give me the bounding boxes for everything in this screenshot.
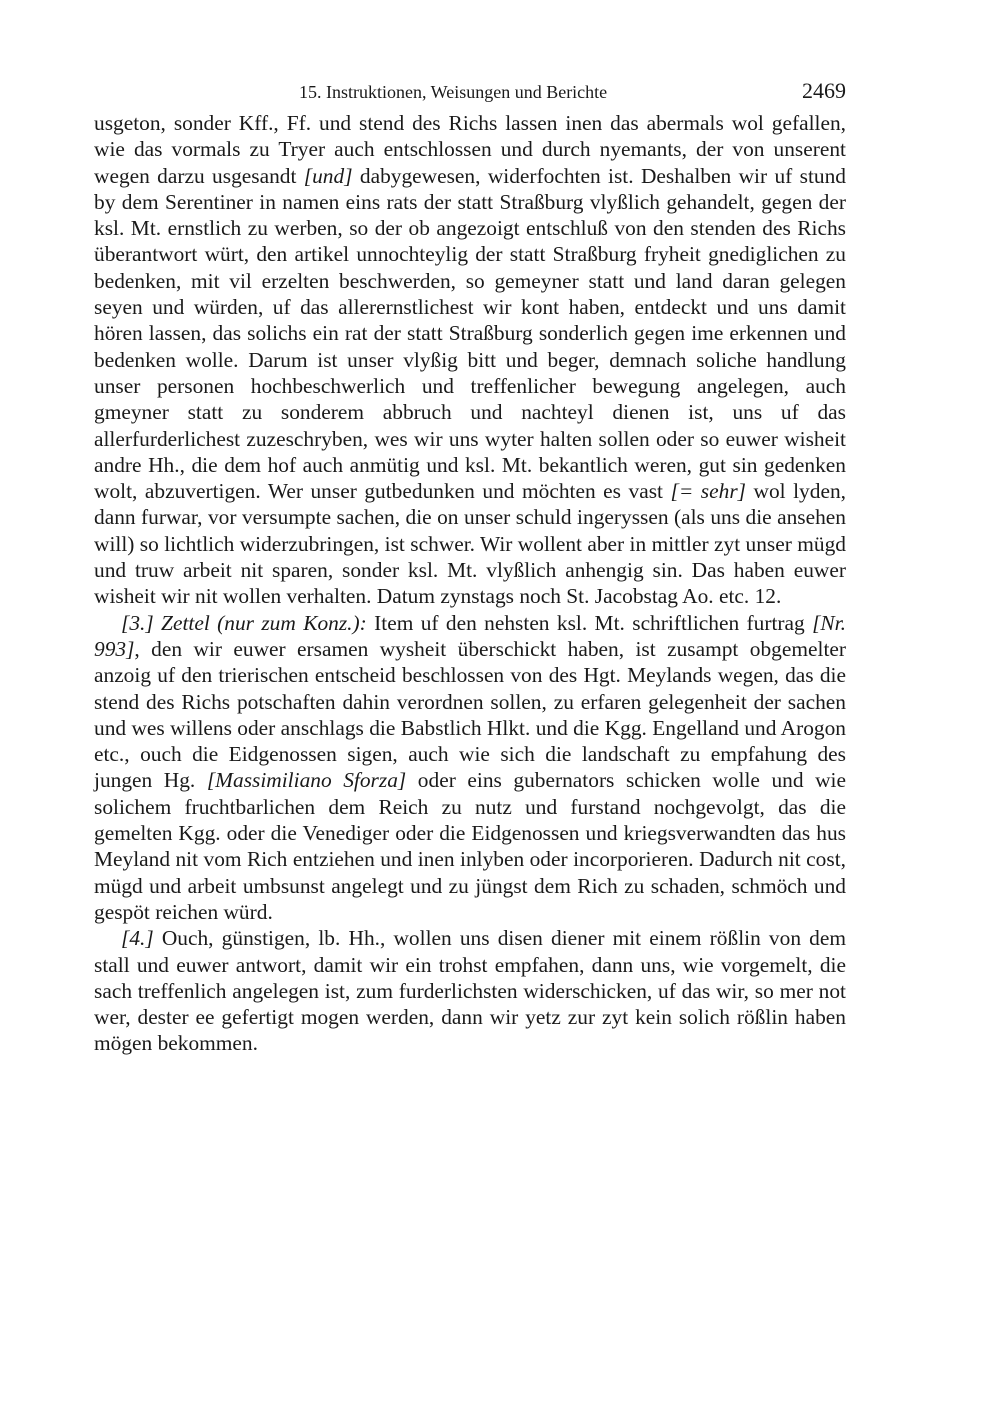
italic-annotation: [= sehr] [670, 479, 746, 504]
body-text [94, 110, 846, 1057]
page-number: 2469 [802, 78, 846, 103]
text-segment: wol lyden, dann furwar, vor versumpte sachen, die on unser schuld ingeryssen (als uns die ansehen will) so lichtlich widerzubringen, ist schwer. Wir wollent aber in mittler zyt unser mügd und truw arbeit nit sparen, sonder ksl. Mt. vlyßlich anhengig sin. Das haben euwer wisheit wir nit wollen verhalten. Datum zynstags noch St. Jacobstag Ao. etc. 12. [94, 479, 846, 609]
paragraph [94, 610, 846, 926]
running-head: 15. Instruktionen, Weisungen und Berichte [299, 82, 608, 102]
text-segment: oder eins gubernators schicken wolle und wie solichem fruchtbarlichen dem Reich zu nutz und furstand nochgevolgt, das die gemelten Kgg. oder die Venediger oder die Eidgenossen und kriegsverwandten das hus Meyland nit vom Rich entziehen und inen inlyben oder incorporieren. Dadurch nit cost, mügd und arbeit umbsunst angelegt und zu jüngst dem Rich zu schaden, schmöch und gespöt reichen würd. [94, 768, 846, 924]
italic-annotation: [Massimiliano Sforza] [206, 768, 407, 793]
paragraph [94, 110, 846, 610]
page-header [94, 76, 846, 110]
document-page [94, 76, 846, 1057]
italic-annotation: [3.] Zettel (nur zum Konz.): [121, 610, 367, 635]
text-segment: usgeton, sonder Kff., Ff. und stend des Richs lassen inen das abermals wol gefallen, wie das vormals zu Tryer auch entschlossen und durch nyemants, der von unserent wegen darzu usgesandt [94, 111, 846, 188]
italic-annotation: [und] [303, 163, 353, 188]
italic-annotation: [Nr. 993] [94, 610, 846, 661]
paragraph [94, 925, 846, 1056]
text-segment: dabygewesen, widerfochten ist. Deshalben wir uf stund by dem Serentiner in namen eins rats der statt Straßburg vlyßlich gehandelt, gegen der ksl. Mt. ernstlich zu werben, so der ob angezoigt entschluß von den stenden des Richs überantwort würt, den artikel unnochteylig der statt Straßburg fryheit gnediglichen zu bedenken, mit vil erzelten beschwerden, so gemeyner statt und land daran gelegen seyen und würden, uf das allerernstlichest wir kont haben, entdeckt und uns damit hören lassen, das solichs ein rat der statt Straßburg sonderlich gegen ime erkennen und bedenken wolle. Darum ist unser vlyßig bitt und beger, demnach soliche handlung unser personen hochbeschwerlich und treffenlicher bewegung angelegen, auch gmeyner statt zu sonderem abbruch und nachteyl dienen ist, uns uf das allerfurderlichest zuzeschryben, wes wir uns wyter halten sollen oder so euwer wisheit andre Hh., die dem hof auch anmütig und ksl. Mt. bekantlich weren, gut sin gedenken wolt, abzuvertigen. Wer unser gutbedunken und möchten es vast [94, 163, 846, 504]
text-segment: Item uf den nehsten ksl. Mt. schriftlichen furtrag [366, 610, 813, 635]
text-segment: Ouch, günstigen, lb. Hh., wollen uns disen diener mit einem rößlin von dem stall und euwer antwort, damit wir ein trohst empfahen, dann uns, wie vorgemelt, die sach treffenlich angelegen ist, zum furderlichsten widerschicken, uf das wir, so mer not wer, dester ee gefertigt mogen werden, dann wir yetz zur zyt kein solich rößlin haben mögen bekommen. [94, 926, 846, 1056]
italic-annotation: [4.] [121, 926, 154, 951]
text-segment: , den wir euwer ersamen wysheit überschickt haben, ist zusampt obgemelter anzoig uf den trierischen entscheid beschlossen von des Hgt. Meylands wegen, das die stend des Richs potschaften dahin verordnen sollen, zu erfaren gelegenheit der sachen und wes willens oder anschlags die Babstlich Hlkt. und die Kgg. Engelland und Arogon etc., ouch die Eidgenossen sigen, auch wie sich die landschaft zu empfahung des jungen Hg. [94, 636, 846, 793]
